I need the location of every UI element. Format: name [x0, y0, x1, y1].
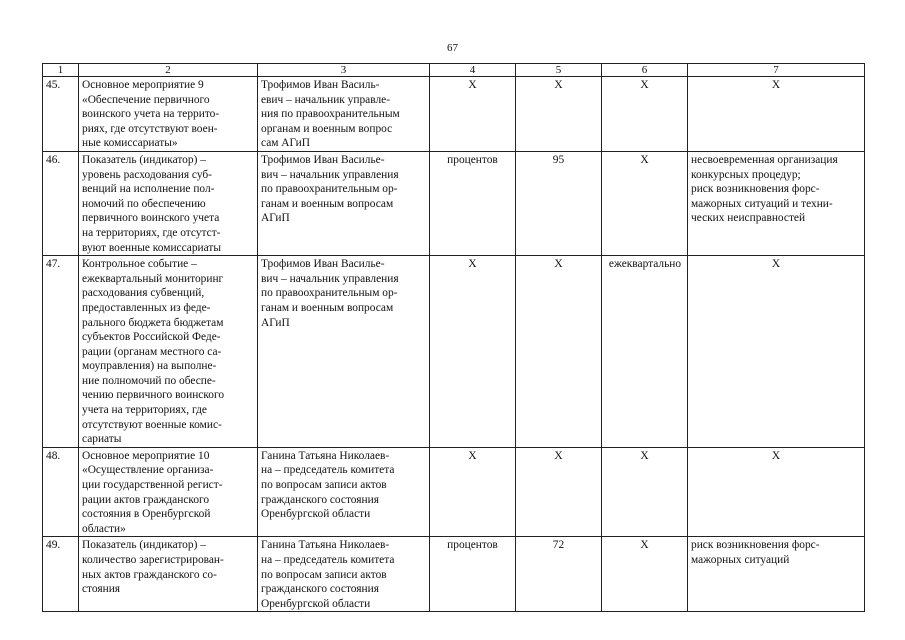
activity-line: вуют военные комиссариаты — [82, 241, 222, 254]
unit-cell: процентов — [430, 151, 516, 255]
activity-line: венций на исполнение пол- — [82, 183, 215, 196]
activity-line: ные комиссариаты» — [82, 137, 178, 150]
unit-cell: процентов — [430, 537, 516, 612]
activity-line: учета на территориях, где — [82, 404, 207, 417]
table-row — [43, 256, 865, 448]
period-cell: Х — [602, 447, 688, 537]
period-cell: Х — [602, 77, 688, 152]
activity-line: Контрольное событие – — [82, 258, 197, 271]
unit-cell: Х — [430, 256, 516, 448]
table-row — [43, 447, 865, 537]
activity-line: количество зарегистрирован- — [82, 554, 224, 566]
responsible-line: Трофимов Иван Василье- — [261, 258, 385, 271]
row-number-cell: 49. — [43, 537, 79, 612]
row-number-cell: 45. — [43, 77, 79, 152]
responsible-line: сам АГиП — [261, 137, 311, 150]
responsible-line: Оренбургской области — [261, 597, 371, 610]
risk-cell — [688, 447, 865, 537]
activity-line: предоставленных из феде- — [82, 301, 211, 314]
responsible-line: на – председатель комитета — [261, 554, 395, 566]
responsible-cell — [258, 151, 430, 255]
responsible-line: по правоохранительным ор- — [261, 287, 398, 300]
header-cell: 6 — [602, 64, 688, 77]
activity-line: расходования субвенций, — [82, 287, 205, 300]
responsible-line: АГиП — [261, 212, 290, 225]
responsible-cell — [258, 77, 430, 152]
header-cell: 3 — [258, 64, 430, 77]
risk-line: Х — [771, 449, 781, 462]
risk-line: Х — [771, 79, 781, 91]
page-number: 67 — [447, 42, 458, 54]
activity-line: номочий по обеспечению — [82, 197, 206, 210]
period-cell: Х — [602, 537, 688, 612]
activity-line: Основное мероприятие 10 — [82, 449, 210, 462]
responsible-line: гражданского состояния — [261, 493, 379, 506]
period-cell: Х — [602, 151, 688, 255]
risk-line: Х — [771, 258, 781, 271]
responsible-line: Ганина Татьяна Николаев- — [261, 449, 390, 462]
risk-line: риск возникновения форс- — [691, 539, 820, 552]
activity-line: рации (органам местного са- — [82, 345, 222, 358]
unit-cell: Х — [430, 447, 516, 537]
activity-line: ции государственной регист- — [82, 479, 223, 492]
activity-cell — [79, 537, 258, 612]
responsible-line: евич – начальник управле- — [261, 93, 390, 106]
period-cell: ежеквартально — [602, 256, 688, 448]
responsible-line: Оренбургской области — [261, 508, 371, 521]
activity-line: области» — [82, 522, 126, 535]
responsible-line: ганам и военным вопросам — [261, 301, 394, 314]
table-row — [43, 537, 865, 612]
responsible-line: Трофимов Иван Василье- — [261, 153, 385, 166]
activity-cell — [79, 256, 258, 448]
activity-line: рации актов гражданского — [82, 493, 210, 506]
header-cell: 2 — [79, 64, 258, 77]
risk-line: мажорных ситуаций и техни- — [691, 197, 833, 210]
activity-line: ние полномочий по обеспе- — [82, 374, 216, 387]
row-number-cell: 47. — [43, 256, 79, 448]
activity-line: ежеквартальный мониторинг — [82, 272, 224, 285]
responsible-line: ния по правоохранительным — [261, 108, 400, 121]
value-cell: 95 — [516, 151, 602, 255]
responsible-cell — [258, 537, 430, 612]
activity-line: «Осуществление организа- — [82, 464, 214, 477]
activity-line: ных актов гражданского со- — [82, 568, 217, 581]
risk-line: мажорных ситуаций — [691, 554, 790, 566]
value-cell: Х — [516, 77, 602, 152]
activity-line: чению первичного воинского — [82, 389, 225, 402]
risk-line: несвоевременная организация — [691, 153, 838, 166]
row-number-cell: 48. — [43, 447, 79, 537]
activity-line: воинского учета на террито- — [82, 108, 220, 121]
activity-line: на территориях, где отсутст- — [82, 226, 221, 239]
risk-cell — [688, 537, 865, 612]
responsible-line: ганам и военным вопросам — [261, 197, 394, 210]
responsible-line: вич – начальник управления — [261, 168, 399, 181]
header-cell: 7 — [688, 64, 865, 77]
activity-line: субъектов Российской Феде- — [82, 331, 221, 344]
activity-line: рального бюджета бюджетам — [82, 316, 224, 329]
activity-line: Основное мероприятие 9 — [82, 79, 204, 91]
responsible-line: гражданского состояния — [261, 583, 379, 596]
activity-line: уровень расходования суб- — [82, 168, 212, 181]
activity-line: «Обеспечение первичного — [82, 93, 210, 106]
activity-line: состояния в Оренбургской — [82, 508, 211, 521]
activity-cell — [79, 151, 258, 255]
risk-line: ческих неисправностей — [691, 212, 806, 225]
activity-line: риях, где отсутствуют воен- — [82, 122, 218, 135]
risk-cell — [688, 151, 865, 255]
unit-cell: Х — [430, 77, 516, 152]
responsible-line: по правоохранительным ор- — [261, 183, 398, 196]
value-cell: 72 — [516, 537, 602, 612]
responsible-cell — [258, 256, 430, 448]
value-cell: Х — [516, 256, 602, 448]
activity-line: первичного воинского учета — [82, 212, 220, 225]
responsible-line: на – председатель комитета — [261, 464, 395, 477]
header-row — [43, 64, 865, 77]
responsible-line: АГиП — [261, 316, 290, 329]
header-cell: 5 — [516, 64, 602, 77]
header-cell: 4 — [430, 64, 516, 77]
risk-cell — [688, 77, 865, 152]
activity-cell — [79, 447, 258, 537]
risk-line: риск возникновения форс- — [691, 183, 820, 196]
responsible-line: Ганина Татьяна Николаев- — [261, 539, 390, 552]
activity-line: Показатель (индикатор) – — [82, 539, 206, 552]
value-cell: Х — [516, 447, 602, 537]
plan-table — [42, 63, 865, 612]
risk-cell — [688, 256, 865, 448]
activity-line: сариаты — [82, 433, 122, 446]
activity-cell — [79, 77, 258, 152]
table-row — [43, 77, 865, 152]
row-number-cell: 46. — [43, 151, 79, 255]
activity-line: стояния — [82, 583, 121, 596]
responsible-line: вич – начальник управления — [261, 272, 399, 285]
risk-line: конкурсных процедур; — [691, 168, 801, 181]
responsible-line: Трофимов Иван Василь- — [261, 79, 380, 91]
activity-line: моуправления) на выполне- — [82, 360, 217, 373]
responsible-line: по вопросам записи актов — [261, 568, 387, 581]
activity-line: отсутствуют военные комис- — [82, 418, 222, 431]
responsible-cell — [258, 447, 430, 537]
header-cell: 1 — [43, 64, 79, 77]
activity-line: Показатель (индикатор) – — [82, 153, 206, 166]
responsible-line: по вопросам записи актов — [261, 479, 387, 492]
responsible-line: органам и военным вопрос — [261, 122, 393, 135]
table-row — [43, 151, 865, 255]
